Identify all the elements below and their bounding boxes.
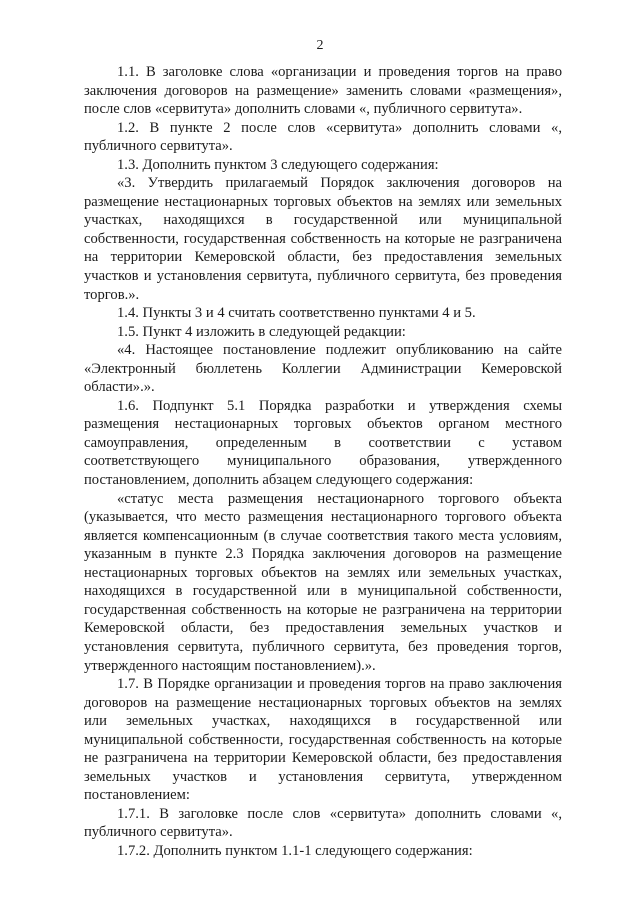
paragraph-quote-3: «3. Утвердить прилагаемый Порядок заключения договоров на размещение нестационарных торговых объектов на землях или земельных участках, находящихся в государственной или муниципальной собственности, государственная собственность на которые не разграничена на территории Кемеровской области, без предоставления земельных участков и установления сервитута, публичного сервитута, без проведения торгов.». <box>84 175 562 303</box>
paragraph-1-1: 1.1. В заголовке слова «организации и проведения торгов на право заключения договоров на размещение» заменить словами «размещения», после слов «сервитута» дополнить словами «, публичного сервитута». <box>84 64 562 118</box>
paragraph-quote-status: «статус места размещения нестационарного торгового объекта (указывается, что место размещения нестационарного торгового объекта является компенсационным (в случае соответствия такого места условиям, указанным в пункте 2.3 Порядка заключения договоров на размещение нестационарных торговых объектов на землях или земельных участках, находящихся в государственной или в муниципальной собственности, государственная собственность на которые не разграничена на территории Кемеровской области, без предоставления земельных участков и установления сервитута, публичного сервитута, без проведения торгов, утвержденного настоящим постановлением).». <box>84 490 562 674</box>
paragraph-1-6: 1.6. Подпункт 5.1 Порядка разработки и утверждения схемы размещения нестационарных торговых объектов органом местного самоуправления, определенным в соответствии с уставом соответствующего муниципального образования, утвержденного постановлением, дополнить абзацем следующего содержания: <box>84 397 562 489</box>
paragraph-1-7: 1.7. В Порядке организации и проведения торгов на право заключения договоров на размещение нестационарных торговых объектов на землях или земельных участках, находящихся в государственной или муниципальной собственности, государственная собственность на которые не разграничена на территории Кемеровской области, без предоставления земельных участков и установления сервитута, утвержденном постановлением: <box>84 676 562 804</box>
paragraph-1-3: 1.3. Дополнить пунктом 3 следующего содержания: <box>117 156 439 173</box>
document-body <box>84 63 562 861</box>
page-number: 2 <box>316 38 324 53</box>
paragraph-1-4: 1.4. Пункты 3 и 4 считать соответственно пунктами 4 и 5. <box>117 305 476 322</box>
paragraph-1-5: 1.5. Пункт 4 изложить в следующей редакции: <box>117 323 406 340</box>
paragraph-1-2: 1.2. В пункте 2 после слов «сервитута» дополнить словами «, публичного сервитута». <box>84 119 562 155</box>
paragraph-quote-4: «4. Настоящее постановление подлежит опубликованию на сайте «Электронный бюллетень Коллегии Администрации Кемеровской области».». <box>84 342 562 396</box>
paragraph-1-7-1: 1.7.1. В заголовке после слов «сервитута» дополнить словами «, публичного сервитута». <box>84 805 562 841</box>
paragraph-1-7-2: 1.7.2. Дополнить пунктом 1.1-1 следующего содержания: <box>117 842 473 859</box>
